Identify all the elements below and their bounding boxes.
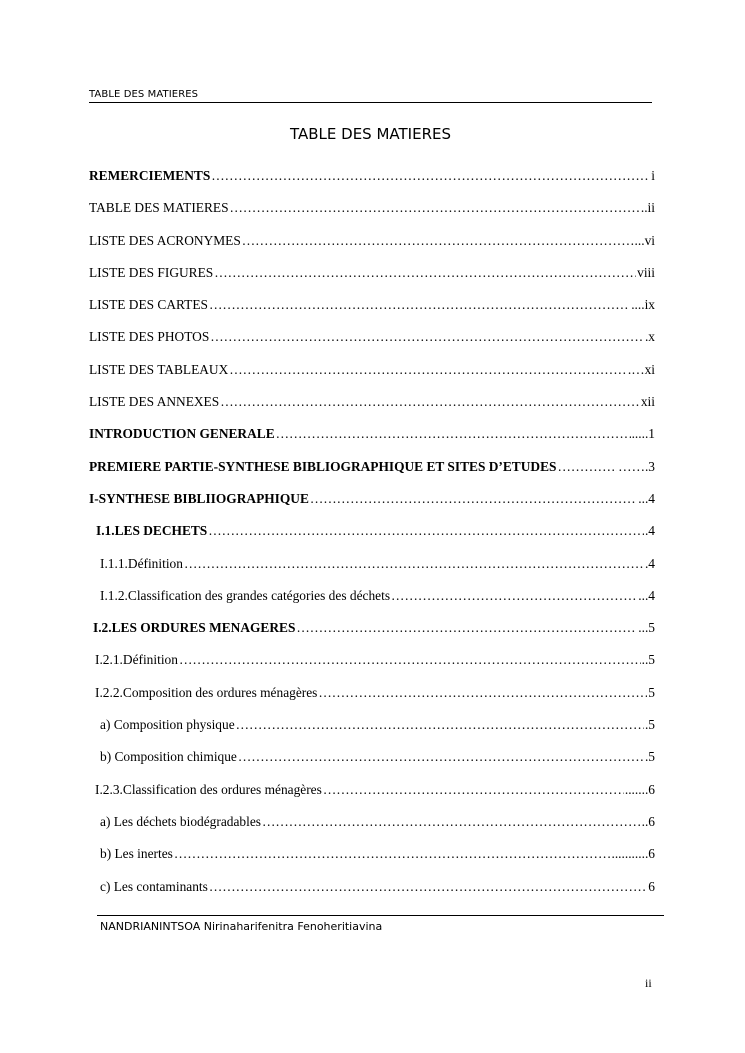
toc-dot-leader bbox=[236, 717, 644, 733]
toc-entry-label: I.2.1.Définition bbox=[95, 652, 178, 668]
running-header: TABLE DES MATIERES bbox=[89, 89, 652, 103]
toc-entry[interactable] bbox=[89, 297, 655, 329]
toc-entry-label: LISTE DES FIGURES bbox=[89, 264, 214, 280]
toc-entry[interactable] bbox=[89, 717, 655, 749]
toc-dot-leader bbox=[220, 394, 640, 410]
toc-entry-page: ...........6 bbox=[611, 846, 655, 862]
toc-entry-label: PREMIERE PARTIE-SYNTHESE BIBLIOGRAPHIQUE ET SITES D’ETUDES bbox=[89, 458, 557, 474]
toc-entry-page: .......6 bbox=[624, 781, 655, 797]
toc-entry[interactable] bbox=[89, 556, 655, 588]
toc-entry-label: INTRODUCTION GENERALE bbox=[89, 426, 275, 442]
toc-entry-label: I.1.1.Définition bbox=[100, 555, 183, 571]
page-number: ii bbox=[645, 976, 652, 990]
toc-entry-label: I-SYNTHESE BIBLIIOGRAPHIQUE bbox=[89, 490, 309, 506]
toc-entry-page: …….3 bbox=[618, 458, 655, 474]
toc-entry[interactable] bbox=[89, 200, 655, 232]
toc-entry-page: ..5 bbox=[641, 652, 655, 668]
table-of-contents bbox=[89, 168, 655, 911]
toc-entry[interactable] bbox=[89, 523, 655, 555]
toc-entry[interactable] bbox=[89, 782, 655, 814]
toc-entry-page: .x bbox=[644, 329, 655, 345]
toc-entry[interactable] bbox=[89, 329, 655, 361]
toc-entry-label: b) Composition chimique bbox=[100, 749, 237, 765]
toc-dot-leader bbox=[262, 814, 641, 830]
toc-dot-leader bbox=[276, 426, 631, 442]
toc-entry-page: .5 bbox=[644, 749, 655, 765]
toc-entry-label: TABLE DES MATIERES bbox=[89, 200, 229, 216]
toc-dot-leader bbox=[184, 556, 644, 572]
toc-dot-leader bbox=[209, 879, 647, 895]
toc-entry[interactable] bbox=[89, 846, 655, 878]
toc-entry-label: c) Les contaminants bbox=[100, 878, 208, 894]
toc-dot-leader bbox=[229, 362, 627, 378]
toc-entry-label: I.1.LES DECHETS bbox=[96, 523, 208, 539]
toc-entry[interactable] bbox=[89, 588, 655, 620]
toc-dot-leader bbox=[242, 233, 634, 249]
toc-entry[interactable] bbox=[89, 685, 655, 717]
toc-entry-page: .…xi bbox=[627, 361, 655, 377]
toc-dot-leader bbox=[318, 685, 647, 701]
toc-entry-label: REMERCIEMENTS bbox=[89, 168, 211, 183]
toc-dot-leader bbox=[210, 329, 644, 345]
toc-entry[interactable] bbox=[89, 652, 655, 684]
toc-entry-label: LISTE DES CARTES bbox=[89, 297, 208, 313]
toc-entry-label: I.2.3.Classification des ordures ménagères bbox=[95, 781, 322, 797]
toc-entry-page: ...vi bbox=[634, 232, 655, 248]
toc-entry-page: 6 bbox=[648, 878, 655, 894]
toc-entry-page: .5 bbox=[644, 717, 655, 733]
toc-entry-page: 5 bbox=[648, 684, 655, 700]
toc-entry-page: .....1 bbox=[631, 426, 655, 442]
toc-dot-leader bbox=[214, 265, 636, 281]
toc-dot-leader bbox=[391, 588, 637, 604]
footer-author: NANDRIANINTSOA Nirinaharifenitra Fenoheritiavina bbox=[100, 920, 383, 933]
toc-entry-page: ...5 bbox=[638, 620, 655, 636]
toc-dot-leader bbox=[296, 620, 637, 636]
toc-entry[interactable] bbox=[89, 620, 655, 652]
toc-dot-leader bbox=[179, 652, 641, 668]
toc-entry-label: LISTE DES TABLEAUX bbox=[89, 361, 229, 377]
toc-entry-label: LISTE DES ACRONYMES bbox=[89, 232, 241, 248]
toc-entry-label: a) Composition physique bbox=[100, 717, 235, 733]
toc-entry[interactable] bbox=[89, 459, 655, 491]
toc-entry-page: viii bbox=[637, 264, 655, 280]
toc-dot-leader bbox=[209, 297, 630, 313]
toc-entry[interactable] bbox=[89, 426, 655, 458]
toc-dot-leader bbox=[211, 168, 650, 184]
toc-dot-leader bbox=[310, 491, 637, 507]
toc-entry-page: .4 bbox=[644, 555, 655, 571]
page-title: TABLE DES MATIERES bbox=[290, 125, 451, 143]
toc-entry[interactable] bbox=[89, 491, 655, 523]
toc-entry-label: I.2.2.Composition des ordures ménagères bbox=[95, 684, 318, 700]
toc-dot-leader bbox=[557, 459, 617, 475]
toc-entry-label: LISTE DES ANNEXES bbox=[89, 394, 220, 410]
toc-entry[interactable] bbox=[89, 394, 655, 426]
toc-entry-page: xii bbox=[640, 394, 655, 410]
toc-entry-page: ...4 bbox=[638, 490, 655, 506]
toc-entry-label: LISTE DES PHOTOS bbox=[89, 329, 210, 345]
toc-entry[interactable] bbox=[89, 362, 655, 394]
toc-dot-leader bbox=[208, 523, 644, 539]
toc-entry[interactable] bbox=[89, 879, 655, 911]
toc-dot-leader bbox=[174, 846, 611, 862]
toc-dot-leader bbox=[323, 782, 624, 798]
toc-entry-page: i bbox=[651, 168, 655, 183]
toc-entry-page: ..6 bbox=[641, 813, 655, 829]
footer-divider bbox=[97, 915, 664, 916]
toc-entry-label: I.2.LES ORDURES MENAGERES bbox=[93, 620, 296, 636]
toc-entry-page: ....ix bbox=[631, 297, 655, 313]
toc-entry[interactable] bbox=[89, 749, 655, 781]
toc-entry-label: a) Les déchets biodégradables bbox=[100, 813, 261, 829]
toc-entry-label: I.1.2.Classification des grandes catégories des déchets bbox=[100, 587, 391, 603]
toc-dot-leader bbox=[230, 200, 640, 216]
toc-entry[interactable] bbox=[89, 233, 655, 265]
toc-dot-leader bbox=[238, 749, 644, 765]
toc-entry[interactable] bbox=[89, 168, 655, 200]
toc-entry-page: ...4 bbox=[638, 587, 655, 603]
toc-entry-label: b) Les inertes bbox=[100, 846, 173, 862]
toc-entry-page: .4 bbox=[644, 523, 655, 539]
toc-entry-page: ..ii bbox=[640, 200, 655, 216]
toc-entry[interactable] bbox=[89, 265, 655, 297]
toc-entry[interactable] bbox=[89, 814, 655, 846]
